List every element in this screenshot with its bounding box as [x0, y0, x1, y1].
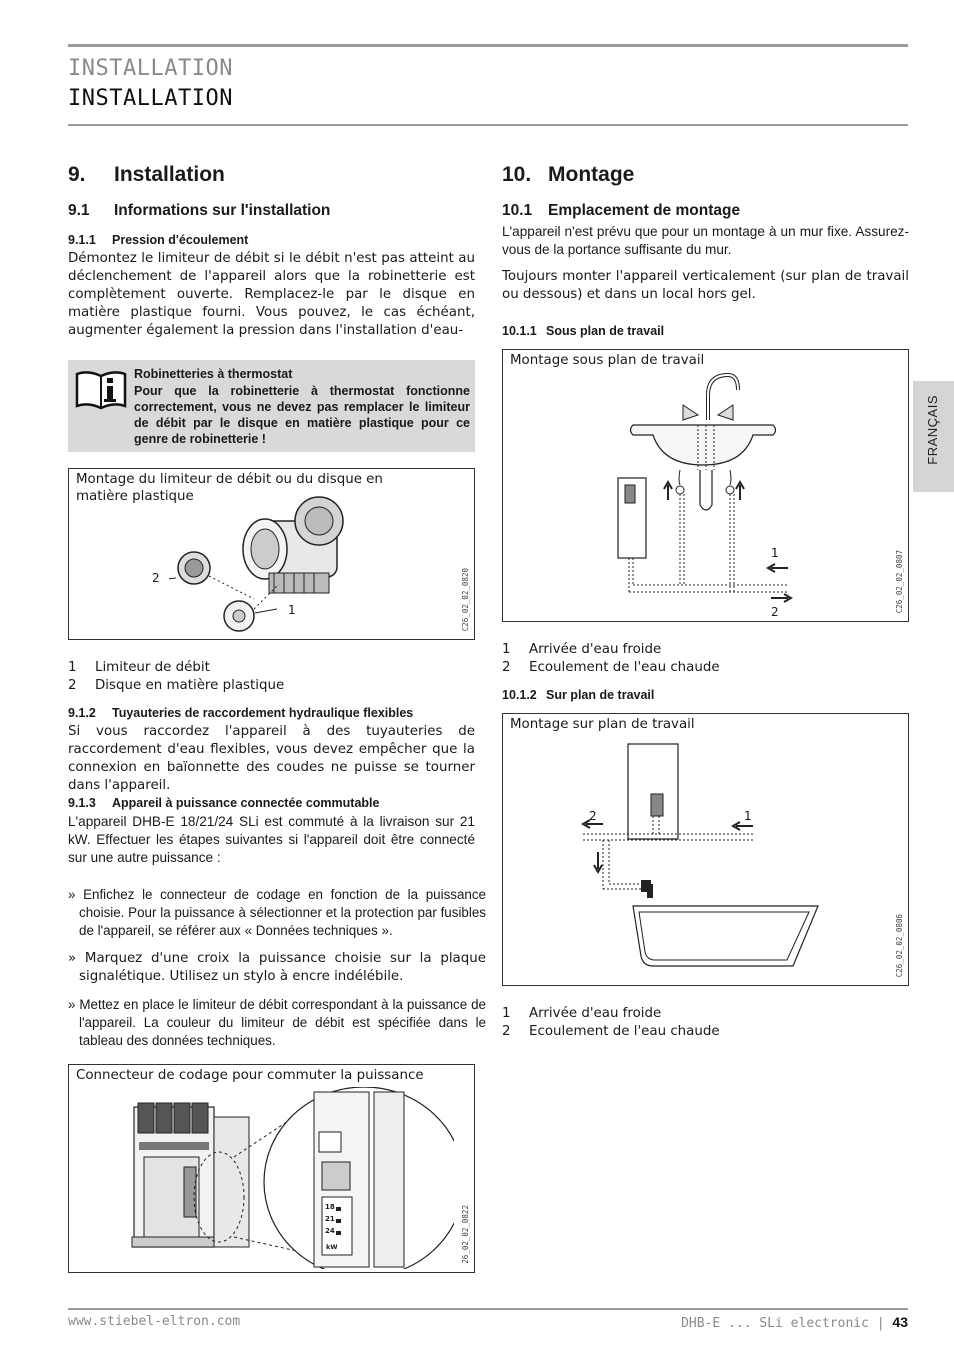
- coding-connector-drawing: [124, 1087, 454, 1269]
- figure-over-counter: [502, 713, 909, 986]
- figure-code: 26_02_02_0822: [461, 1205, 470, 1264]
- figure-label-2: 2: [589, 809, 597, 823]
- power-24: 24: [325, 1227, 335, 1235]
- paragraph-9-1-2: Si vous raccordez l'appareil à des tuyauteries de raccordement d'eau flexibles, vous devez empêcher que la connexion en baïonnette des coudes ne puisse se tourner dans l'appareil.: [68, 724, 475, 793]
- figure-caption: Montage du limiteur de débit ou du disque en matière plastique: [76, 472, 383, 504]
- figure-caption: Montage sur plan de travail: [510, 717, 695, 732]
- thermostat-note: [68, 360, 475, 452]
- section-10-1-1-heading: 10.1.1 Sous plan de travail: [502, 324, 665, 338]
- section-10-1-heading: 10.1 Emplacement de montage: [502, 202, 741, 219]
- note-title: Robinetteries à thermostat: [134, 367, 293, 381]
- list-item: 2 Ecoulement de l'eau chaude: [502, 660, 720, 675]
- footer-url[interactable]: www.stiebel-eltron.com: [68, 1314, 241, 1329]
- top-rule: [68, 44, 908, 47]
- paragraph-9-1-1: Démontez le limiteur de débit si le débit n'est pas atteint au déclenchement de l'appareil alors que la robinetterie est complètement ouverte. Remplacez-le par le disque en matière plastique fourni. Vous pouvez, le cas échéant, augmenter également la pression dans l'installation d'eau-: [68, 251, 475, 338]
- section-9-1-1-heading: 9.1.1 Pression d'écoulement: [68, 233, 249, 247]
- figure-flow-limiter: [68, 468, 475, 640]
- fig1-legend: [68, 659, 475, 695]
- section-10-heading: 10. Montage: [502, 163, 635, 186]
- list-item: 2 Disque en matière plastique: [68, 678, 285, 693]
- bullet-3: » Mettez en place le limiteur de débit correspondant à la puissance de l'appareil. La couleur du limiteur de débit est spécifiée dans le tableau des données techniques.: [68, 997, 486, 1048]
- note-text: Pour que la robinetterie à thermostat fonctionne correctement, vous ne devez pas remplacer le limiteur de débit par le disque en matière plastique pour ce genre de robinetterie !: [134, 384, 470, 446]
- section-9-heading: 9. Installation: [68, 163, 225, 186]
- flow-limiter-drawing: [169, 491, 389, 636]
- figure-caption: Connecteur de codage pour commuter la puissance: [76, 1068, 424, 1083]
- footer-rule: [68, 1308, 908, 1310]
- info-book-icon: [74, 366, 128, 412]
- under-counter-drawing: [603, 370, 823, 620]
- list-item: 2 Ecoulement de l'eau chaude: [502, 1024, 720, 1039]
- header-title-black: INSTALLATION: [68, 86, 233, 111]
- figure-label-2: 2: [152, 571, 160, 585]
- fig4-legend: [502, 1005, 909, 1041]
- figure-caption: Montage sous plan de travail: [510, 353, 705, 368]
- list-item: 1 Arrivée d'eau froide: [502, 1006, 662, 1021]
- section-9-1-3-heading: 9.1.3 Appareil à puissance connectée commutable: [68, 796, 380, 810]
- figure-under-counter: [502, 349, 909, 622]
- figure-label-1: 1: [771, 546, 779, 560]
- section-10-1-2-heading: 10.1.2 Sur plan de travail: [502, 688, 655, 702]
- power-18: 18: [325, 1203, 335, 1211]
- figure-coding-connector: [68, 1064, 475, 1273]
- list-item: 1 Limiteur de débit: [68, 660, 210, 675]
- header-title-grey: INSTALLATION: [68, 56, 233, 81]
- figure-code: C26_02_02_0806: [895, 913, 904, 977]
- section-9-1-heading: 9.1 Informations sur l'installation: [68, 202, 331, 219]
- list-item: 1 Arrivée d'eau froide: [502, 642, 662, 657]
- figure-code: C26_02_02_0807: [895, 549, 904, 613]
- power-unit: kW: [326, 1243, 338, 1251]
- figure-label-1: 1: [744, 809, 752, 823]
- paragraph-9-1-3: L'appareil DHB-E 18/21/24 SLi est commuté à la livraison sur 21 kW. Effectuer les étapes suivantes si l'appareil doit être connecté sur une autre puissance :: [68, 814, 475, 865]
- header-rule: [68, 124, 908, 126]
- bullet-2: » Marquez d'une croix la puissance choisie sur la plaque signalétique. Utilisez un stylo à encre indélébile.: [68, 951, 486, 984]
- footer-product: DHB-E ... SLi electronic | 43: [681, 1314, 908, 1331]
- figure-label-2: 2: [771, 605, 779, 619]
- page-number: 43: [892, 1314, 908, 1330]
- over-counter-drawing: [573, 734, 833, 984]
- bullet-1: » Enfichez le connecteur de codage en fonction de la puissance choisie. Pour la puissance à sélectionner et la protection par fusibles de l'appareil, se référer aux « Données techniques ».: [68, 887, 486, 938]
- power-21: 21: [325, 1215, 335, 1223]
- paragraph-10-1-a: L'appareil n'est prévu que pour un montage à un mur fixe. Assurez-vous de la portance suffisante du mur.: [502, 224, 909, 257]
- language-tab[interactable]: FRANÇAIS: [913, 381, 954, 492]
- paragraph-10-1-b: Toujours monter l'appareil verticalement (sur plan de travail ou dessous) et dans un local hors gel.: [502, 269, 909, 302]
- section-9-1-2-heading: 9.1.2 Tuyauteries de raccordement hydraulique flexibles: [68, 706, 414, 720]
- figure-label-1: 1: [288, 603, 296, 617]
- fig3-legend: [502, 641, 909, 677]
- figure-code: C26_02_02_0820: [461, 567, 470, 631]
